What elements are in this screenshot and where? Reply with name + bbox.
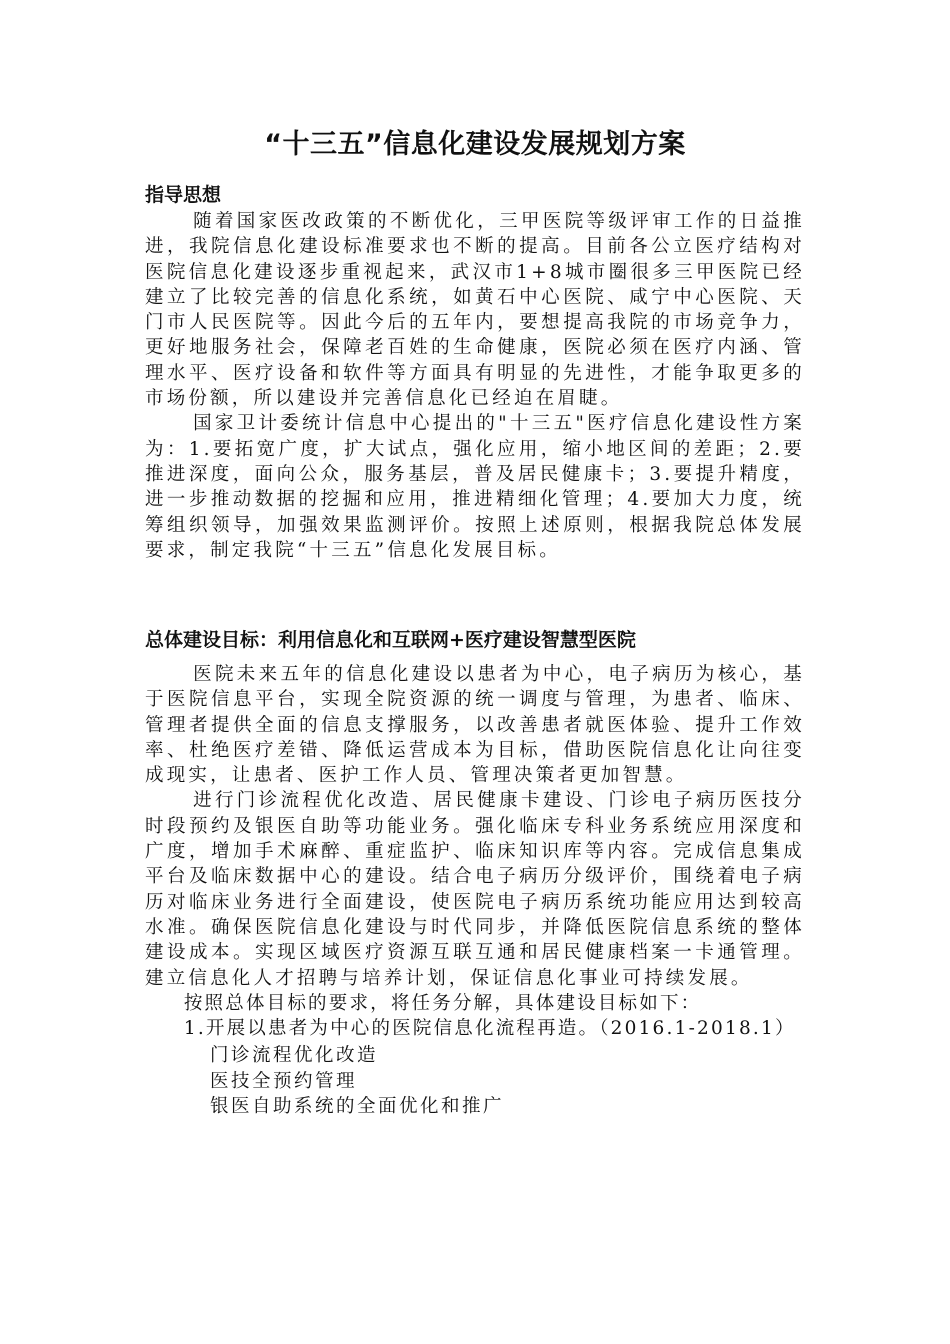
paragraph: 1.开展以患者为中心的医院信息化流程再造。（2016.1-2018.1）	[183, 1018, 796, 1040]
list-item: 医技全预约管理	[210, 1070, 358, 1092]
section-body-guiding-ideology	[145, 209, 805, 563]
section-heading-guiding-ideology: 指导思想	[145, 184, 222, 206]
section-heading-overall-goal: 总体建设目标：利用信息化和互联网+医疗建设智慧型医院	[145, 629, 636, 651]
paragraph: 按照总体目标的要求，将任务分解，具体建设目标如下：	[183, 992, 702, 1014]
list-item: 银医自助系统的全面优化和推广	[210, 1096, 505, 1118]
section-body-overall-goal	[145, 662, 805, 1119]
list-item: 门诊流程优化改造	[210, 1045, 379, 1067]
paragraph: 随着国家医改政策的不断优化，三甲医院等级评审工作的日益推进，我院信息化建设标准要求也不断的提高。目前各公立医疗结构对医院信息化建设逐步重视起来，武汉市1+8城市圈很多三甲医院已经建立了比较完善的信息化系统，如黄石中心医院、咸宁中心医院、天门市人民医院等。因此今后的五年内，要想提高我院的市场竞争力，更好地服务社会，保障老百姓的生命健康，医院必须在医疗内涵、管理水平、医疗设备和软件等方面具有明显的先进性，才能争取更多的市场份额，所以建设并完善信息化已经迫在眉睫。	[145, 211, 805, 410]
paragraph: 国家卫计委统计信息中心提出的"十三五"医疗信息化建设性方案为：1.要拓宽广度，扩大试点，强化应用，缩小地区间的差距；2.要推进深度，面向公众，服务基层，普及居民健康卡；3.要提升精度，进一步推动数据的挖掘和应用，推进精细化管理；4.要加大力度，统筹组织领导，加强效果监测评价。按照上述原则，根据我院总体发展要求，制定我院“十三五”信息化发展目标。	[145, 413, 805, 561]
document-title: “十三五”信息化建设发展规划方案	[264, 129, 686, 160]
paragraph: 医院未来五年的信息化建设以患者为中心，电子病历为核心，基于医院信息平台，实现全院资源的统一调度与管理，为患者、临床、管理者提供全面的信息支撑服务，以改善患者就医体验、提升工作效率、杜绝医疗差错、降低运营成本为目标，借助医院信息化让向往变成现实，让患者、医护工作人员、管理决策者更加智慧。	[145, 664, 805, 787]
paragraph: 进行门诊流程优化改造、居民健康卡建设、门诊电子病历医技分时段预约及银医自助等功能业务。强化临床专科业务系统应用深度和广度，增加手术麻醉、重症监护、临床知识库等内容。完成信息集成平台及临床数据中心的建设。结合电子病历分级评价，围绕着电子病历对临床业务进行全面建设，使医院电子病历系统功能应用达到较高水准。确保医院信息化建设与时代同步，并降低医院信息系统的整体建设成本。实现区域医疗资源互联互通和居民健康档案一卡通管理。建立信息化人才招聘与培养计划，保证信息化事业可持续发展。	[145, 790, 805, 989]
